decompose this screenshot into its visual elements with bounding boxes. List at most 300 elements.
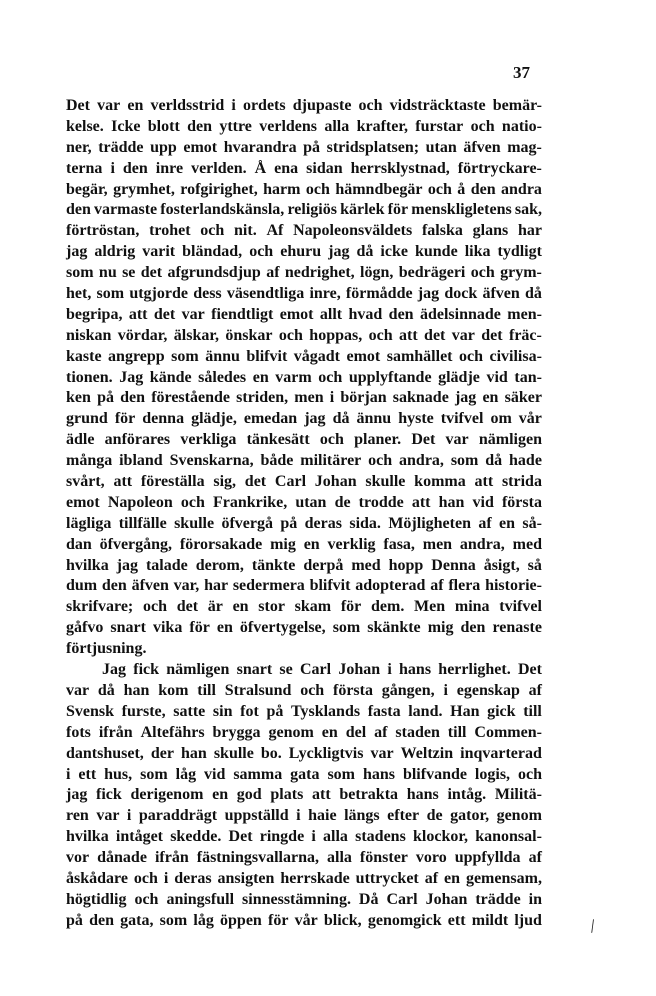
word: och — [305, 180, 330, 198]
word: gemensam, — [465, 869, 542, 887]
word: ännu — [205, 347, 240, 365]
text-line — [66, 702, 542, 723]
text-line — [66, 368, 542, 389]
word: i — [126, 807, 132, 825]
word: vid — [486, 368, 508, 386]
word: hvilka — [66, 556, 109, 574]
word: Jag — [102, 661, 126, 679]
word: vågadt — [293, 347, 340, 365]
word: terna — [66, 159, 103, 177]
word: dan — [66, 535, 92, 553]
text-line — [66, 326, 542, 347]
word: Frankrike, — [213, 493, 288, 511]
word: blott — [147, 117, 180, 135]
word: äfven — [482, 285, 520, 303]
word: ner, — [66, 138, 92, 156]
word: derigenom — [130, 786, 204, 804]
word: af — [266, 264, 280, 282]
word: vid — [472, 493, 494, 511]
word: på — [266, 702, 284, 720]
word: emedan — [243, 410, 298, 428]
word: så — [527, 556, 542, 574]
word: skulle — [174, 514, 215, 532]
word: stor — [258, 598, 285, 616]
word: Militä- — [494, 786, 542, 804]
word: denna — [142, 410, 185, 428]
text-line — [66, 472, 542, 493]
word: hans — [406, 786, 439, 804]
word: andra — [501, 180, 542, 198]
word: jag — [66, 786, 88, 804]
word: i — [443, 681, 448, 699]
word: Stralsund — [224, 681, 292, 699]
word: hus, — [104, 765, 133, 783]
word: Carl — [299, 661, 332, 679]
text-line — [66, 493, 542, 514]
word: Af — [266, 222, 284, 240]
word: djupaste — [292, 97, 352, 114]
word: tionen. — [66, 368, 113, 386]
word: för — [114, 410, 136, 428]
word: sig, — [213, 473, 237, 491]
word: början — [340, 389, 387, 407]
word: gata — [290, 765, 320, 783]
text-line — [66, 806, 542, 827]
word: och — [134, 890, 159, 908]
word: säker — [504, 389, 542, 407]
word: då — [97, 681, 115, 699]
word: och — [368, 452, 393, 470]
word: Det — [411, 431, 436, 449]
word: icke — [380, 243, 408, 261]
word: öppen — [220, 911, 262, 929]
word: första — [501, 493, 542, 511]
word: äfven — [463, 138, 501, 156]
word: i — [163, 869, 169, 887]
word: då — [332, 410, 350, 428]
word: hopp — [388, 556, 424, 574]
word: fiendtligt — [211, 305, 274, 323]
word: adopterad — [355, 577, 426, 595]
word: nedrighet, — [284, 264, 355, 282]
body-text — [66, 96, 542, 932]
word: var — [97, 97, 121, 114]
word: och — [470, 117, 495, 135]
word: jag — [328, 243, 350, 261]
word: det — [424, 326, 446, 344]
word: bedrägeri — [398, 264, 466, 282]
word: sida. — [349, 514, 381, 532]
word: jag — [417, 285, 440, 303]
word: fönster — [359, 849, 408, 867]
word: glans — [472, 222, 509, 240]
word: samhället — [386, 347, 453, 365]
word: gata, — [120, 911, 154, 929]
word: staden — [395, 723, 440, 741]
word: hade — [509, 452, 542, 470]
word: fot — [240, 702, 259, 720]
word: hämndbegär — [335, 180, 423, 198]
word: den — [66, 201, 91, 219]
text-line — [66, 911, 542, 932]
text-line — [66, 263, 542, 284]
word: falska — [421, 222, 463, 240]
word: är — [207, 598, 223, 616]
word: tvifvel — [499, 598, 542, 616]
word: verlden. — [191, 159, 247, 177]
text-line — [66, 242, 542, 263]
word: Men — [414, 598, 446, 616]
word: äfven — [131, 577, 169, 595]
word: och — [180, 493, 205, 511]
word: deras — [174, 869, 212, 887]
word: logis, — [474, 765, 511, 783]
word: renaste — [492, 619, 542, 637]
text-line — [66, 200, 542, 221]
word: de — [426, 807, 443, 825]
word: lögn, — [360, 264, 394, 282]
word: grym- — [500, 264, 542, 282]
word: det — [176, 598, 199, 616]
word: och — [278, 326, 303, 344]
word: civilisa- — [489, 347, 542, 365]
word: dantshuset, — [66, 744, 144, 762]
word: kärlek — [340, 201, 385, 219]
word: utan — [425, 138, 457, 156]
word: emot — [346, 347, 381, 365]
word: inre — [155, 159, 184, 177]
word: förmådde — [345, 285, 413, 303]
word: af — [424, 869, 439, 887]
word: fick — [96, 786, 122, 804]
word: kelse. — [66, 117, 104, 135]
word: tänkte — [251, 556, 296, 574]
word: intåget — [115, 828, 163, 846]
word: gator, — [450, 807, 490, 825]
word: deras — [304, 514, 342, 532]
word: blick, — [323, 911, 362, 929]
word: hvarandra — [223, 138, 297, 156]
text-line — [66, 159, 542, 180]
word: upplyftande — [348, 368, 432, 386]
word: för — [267, 911, 289, 929]
word: mildt — [471, 911, 509, 929]
word: Det — [66, 97, 90, 114]
word: Denna — [431, 556, 476, 574]
word: varm — [275, 368, 312, 386]
word: första — [333, 681, 373, 699]
word: i — [387, 661, 392, 679]
word: aldrig — [94, 243, 136, 261]
word: och — [518, 765, 542, 783]
word: i — [66, 765, 71, 783]
word: har — [517, 222, 542, 240]
word: utan — [295, 493, 327, 511]
word: den — [187, 117, 212, 135]
word: var — [181, 305, 205, 323]
word: på — [280, 514, 298, 532]
word: snart — [110, 619, 146, 637]
word: Tysklands — [290, 702, 361, 720]
word: Johan — [338, 661, 381, 679]
text-line — [66, 451, 542, 472]
word: ännu — [356, 410, 392, 428]
word: derom, — [195, 556, 244, 574]
word: förorsakade — [179, 535, 263, 553]
word: land. — [408, 702, 443, 720]
margin-mark: / — [586, 915, 599, 937]
word: der — [150, 744, 174, 762]
word: till — [197, 681, 216, 699]
word: för — [387, 201, 409, 219]
word: Johan — [425, 890, 468, 908]
text-line — [66, 514, 542, 535]
word: vördar, — [117, 326, 168, 344]
word: begär, — [66, 180, 108, 198]
text-line — [66, 305, 542, 326]
text-line — [66, 618, 542, 639]
word: ett — [447, 911, 466, 929]
word: Han — [450, 702, 480, 720]
word: grund — [66, 410, 108, 428]
word: en — [499, 514, 516, 532]
word: efter — [387, 807, 420, 825]
word: till — [447, 723, 467, 741]
word: tydligt — [497, 243, 542, 261]
word: var — [451, 326, 475, 344]
word: rofgirighet, — [180, 180, 258, 198]
word: alla — [324, 117, 350, 135]
word: var — [370, 744, 394, 762]
word: flera — [448, 577, 481, 595]
word: på — [303, 138, 321, 156]
word: och — [319, 431, 344, 449]
word: god — [236, 786, 262, 804]
word: furste, — [121, 702, 166, 720]
text-line — [66, 576, 542, 597]
word: att — [128, 305, 148, 323]
word: af — [430, 577, 444, 595]
word: plats — [270, 786, 304, 804]
word: Carl — [274, 473, 307, 491]
page-number: 37 — [513, 63, 530, 82]
word: jag — [66, 243, 88, 261]
word: skam — [294, 598, 332, 616]
word: Weltzin — [400, 744, 454, 762]
word: verkliga — [180, 431, 237, 449]
word: satte — [173, 702, 206, 720]
word: den — [388, 305, 414, 323]
word: Icke — [111, 117, 141, 135]
word: sin — [212, 702, 233, 720]
word: varit — [142, 243, 176, 261]
word: nu — [98, 264, 117, 282]
text-line-content: förtjusning. — [66, 640, 147, 658]
word: en — [482, 389, 499, 407]
word: på — [97, 389, 114, 407]
word: han — [123, 681, 150, 699]
word: uppfyllda — [454, 849, 521, 867]
word: skulle — [213, 744, 254, 762]
word: militärer — [300, 452, 362, 470]
word: verldsstrid — [150, 97, 225, 114]
word: för — [189, 619, 210, 637]
word: och — [358, 97, 383, 114]
word: ren — [66, 807, 89, 825]
word: striden, — [236, 389, 289, 407]
word: verklig — [327, 535, 376, 553]
word: menskligletens — [411, 201, 512, 219]
word: således — [198, 368, 247, 386]
word: se — [279, 661, 293, 679]
word: dånade — [97, 849, 147, 867]
word: åsigt, — [483, 556, 520, 574]
word: vår — [518, 410, 542, 428]
word: Napoleon — [107, 493, 173, 511]
word: var — [66, 681, 90, 699]
word: och — [368, 326, 393, 344]
word: förtröstan, — [66, 222, 140, 240]
word: jag — [116, 556, 138, 574]
word: sak, — [514, 201, 542, 219]
word: det — [153, 305, 176, 323]
word: längs — [344, 807, 380, 825]
word: att — [312, 786, 331, 804]
word: bo. — [260, 744, 282, 762]
word: komma — [414, 473, 466, 491]
word: om — [490, 410, 512, 428]
word: en — [252, 368, 269, 386]
word: intåg. — [447, 786, 487, 804]
word: mig — [270, 535, 296, 553]
word: andra, — [399, 452, 444, 470]
text-line — [66, 409, 542, 430]
word: egenskap — [456, 681, 520, 699]
word: fästningsvallarna, — [196, 849, 319, 867]
word: jag — [454, 389, 477, 407]
word: var, — [173, 577, 200, 595]
word: en — [444, 869, 460, 887]
word: vid — [204, 765, 226, 783]
word: som — [96, 285, 125, 303]
word: låg — [175, 765, 197, 783]
word: vår — [294, 911, 318, 929]
word: tillfälle — [118, 514, 167, 532]
word: gick — [487, 702, 516, 720]
text-line — [66, 180, 542, 201]
text-line — [66, 639, 542, 660]
word: ansigten — [217, 869, 275, 887]
word: var — [445, 431, 469, 449]
word: att — [399, 326, 418, 344]
text-line — [66, 117, 542, 138]
word: ena — [274, 159, 299, 177]
word: då — [356, 243, 374, 261]
word: fräc- — [508, 326, 542, 344]
word: trädde — [475, 890, 521, 908]
text-line — [66, 430, 542, 451]
word: ett — [78, 765, 97, 783]
word: och — [458, 347, 483, 365]
word: i — [296, 807, 301, 825]
word: då — [485, 452, 503, 470]
word: högtidlig — [66, 890, 127, 908]
word: väsendtliga — [226, 285, 305, 303]
word: fasa, — [383, 535, 415, 553]
word: men — [294, 389, 324, 407]
word: genom — [496, 807, 542, 825]
text-line — [66, 869, 542, 890]
word: den — [470, 180, 496, 198]
word: för — [340, 598, 362, 616]
word: kom — [158, 681, 189, 699]
word: hoppas, — [309, 326, 363, 344]
word: han — [438, 493, 465, 511]
word: utgjorde — [129, 285, 188, 303]
word: som — [159, 911, 188, 929]
word: vidsträcktaste — [389, 97, 486, 114]
word: en — [303, 535, 320, 553]
word: Svenskarna, — [169, 452, 254, 470]
word: hvilka — [66, 828, 109, 846]
word: se — [122, 264, 136, 282]
text-line — [66, 723, 542, 744]
word: furstar — [415, 117, 464, 135]
word: emot — [66, 493, 100, 511]
word: föreställa — [140, 473, 205, 491]
word: har — [204, 577, 229, 595]
word: alla — [327, 849, 352, 867]
word: och — [142, 598, 167, 616]
word: skänkte — [367, 619, 421, 637]
word: öfvergå — [221, 514, 273, 532]
word: kunde — [414, 243, 458, 261]
word: förestående — [151, 389, 230, 407]
word: Johan — [314, 473, 357, 491]
word: dum — [66, 577, 98, 595]
word: blifvit — [309, 577, 351, 595]
word: ringde — [259, 828, 305, 846]
word: glädje, — [191, 410, 237, 428]
word: niskan — [66, 326, 112, 344]
word: som — [327, 765, 356, 783]
word: å — [457, 180, 466, 198]
word: blifvit — [246, 347, 288, 365]
word: afgrundsdjup — [167, 264, 261, 282]
text-line — [66, 848, 542, 869]
word: hans — [362, 765, 395, 783]
word: hans — [399, 661, 432, 679]
word: dess — [193, 285, 222, 303]
word: på — [66, 911, 83, 929]
word: ädle — [66, 431, 95, 449]
word: trädde — [98, 138, 144, 156]
word: del — [345, 723, 367, 741]
word: en — [127, 97, 144, 114]
word: den — [122, 159, 148, 177]
word: så- — [522, 514, 542, 532]
word: var — [96, 807, 120, 825]
word: och — [427, 180, 452, 198]
word: kanonsal- — [475, 828, 542, 846]
word: klockor, — [413, 828, 468, 846]
word: upp — [150, 138, 177, 156]
word: planer. — [354, 431, 402, 449]
word: en — [212, 786, 229, 804]
word: brygga — [212, 723, 261, 741]
word: religiös — [287, 201, 337, 219]
word: uppställd — [224, 807, 289, 825]
